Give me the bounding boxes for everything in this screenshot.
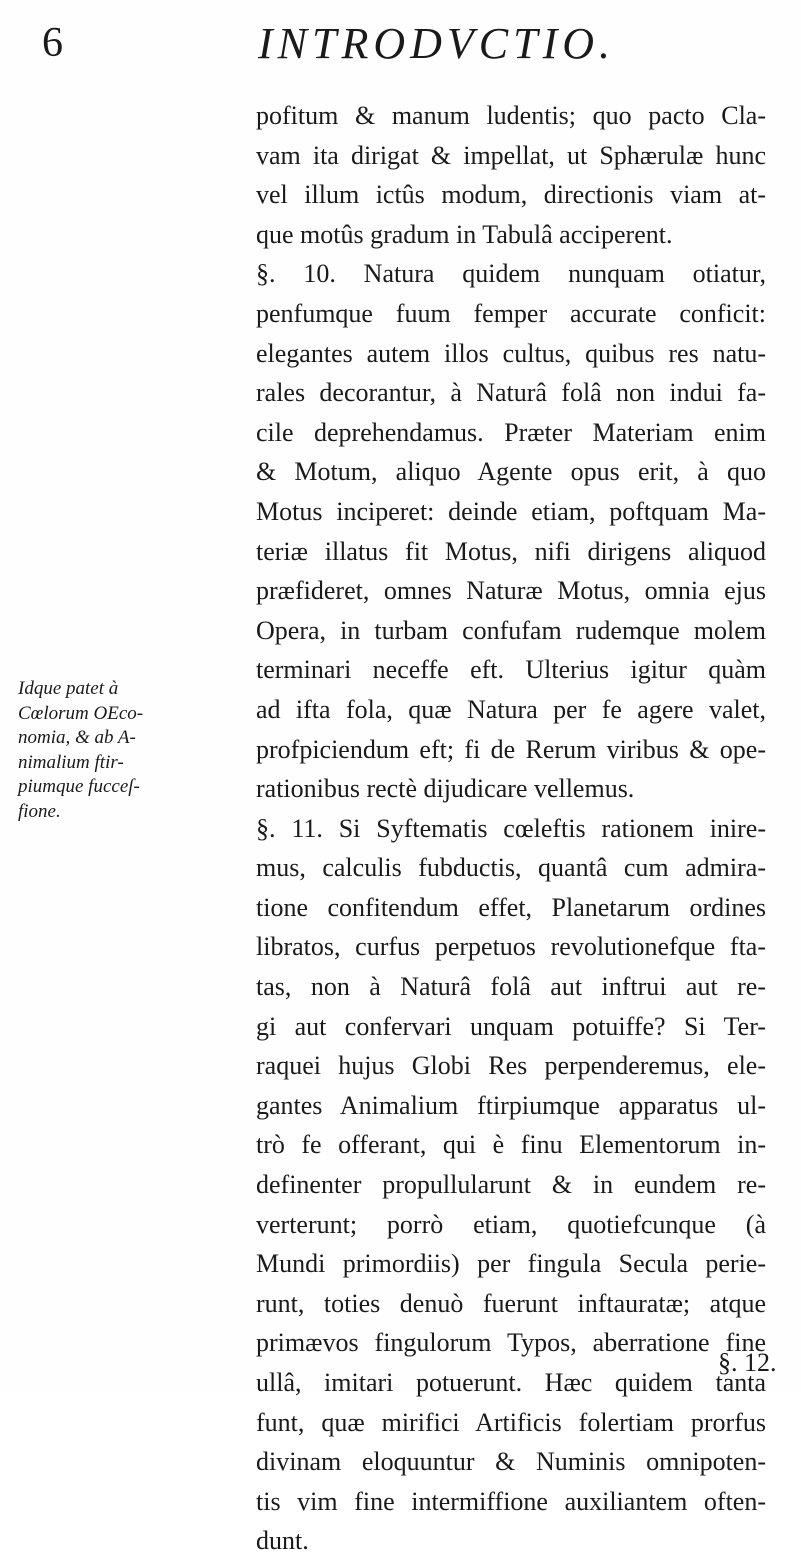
body-line: penfumque fuum femper accurate conficit: [256,298,766,328]
body-line: pofitum & manum ludentis; quo pacto Cla- [256,101,766,130]
body-line: runt, toties denuò fuerunt inftauratæ; atque [256,1288,766,1318]
body-line: terminari neceffe eft. Ulterius igitur quàm [256,655,766,685]
body-line: rales decorantur, à Naturâ folâ non indui fa- [256,378,766,408]
body-line: tione confitendum effet, Planetarum ordines [256,892,766,922]
body-line: tas, non à Naturâ folâ aut inftrui aut re- [256,972,766,1002]
body-line: mus, calculis fubductis, quantâ cum admira- [256,853,766,883]
body-line: ad ifta fola, quæ Natura per fe agere valet, [256,694,766,724]
page-number: 6 [42,20,63,66]
body-line: gantes Animalium ftirpiumque apparatus ul- [256,1090,766,1120]
body-line: Mundi primordiis) per fingula Secula perie- [256,1249,766,1279]
marginal-note-line: nomia, & ab A- [18,727,136,748]
body-line: trò fe offerant, qui è finu Elementorum in- [256,1130,766,1160]
body-line: tis vim fine intermiffione auxiliantem often- [256,1486,766,1516]
body-line: divinam eloquuntur & Numinis omnipoten- [256,1447,766,1477]
section-11-start: §. 11. Si Syftematis cœleftis rationem inire- [256,813,766,843]
body-line: cile deprehendamus. Præter Materiam enim [256,417,766,447]
body-line: elegantes autem illos cultus, quibus res natu- [256,338,766,368]
marginal-note-line: fione. [18,800,61,822]
running-head: INTRODVCTIO. [258,19,616,68]
body-line: libratos, curfus perpetuos revolutionefque fta- [256,932,766,962]
section-10-start: §. 10. Natura quidem nunquam otiatur, [256,259,766,289]
body-line: & Motum, aliquo Agente opus erit, à quo [256,457,766,487]
body-text [256,96,766,1561]
marginal-note [18,677,233,824]
body-line: profpiciendum eft; fi de Rerum viribus & ope- [256,734,766,764]
body-line: verterunt; porrò etiam, quotiefcunque (à [256,1209,766,1239]
marginal-note-line: piumque fucceſ- [18,776,140,797]
body-line: que motûs gradum in Tabulâ acciperent. [256,219,673,249]
body-line: ullâ, imitari potuerunt. Hæc quidem tanta [256,1368,766,1397]
body-line: gi aut confervari unquam potuiffe? Si Ter- [256,1011,766,1041]
body-line: vel illum ictûs modum, directionis viam at- [256,180,766,210]
body-line: Opera, in turbam confufam rudemque molem [256,615,766,645]
body-line: funt, quæ mirifici Artificis folertiam prorfus [256,1407,766,1437]
body-line: primævos fingulorum Typos, aberratione fine [256,1328,766,1358]
marginal-note-line: Idque patet à [18,678,119,699]
body-line: præfideret, omnes Naturæ Motus, omnia ejus [256,576,766,606]
body-line: rationibus rectè dijudicare vellemus. [256,774,635,804]
body-line: vam ita dirigat & impellat, ut Sphærulæ hunc [256,140,766,170]
body-line: dunt. [256,1526,309,1556]
body-line: definenter propullularunt & in eundem re- [256,1170,766,1200]
body-line: teriæ illatus fit Motus, nifi dirigens aliquod [256,536,766,566]
marginal-note-line: nimalium ftir- [18,751,124,773]
catchword: §. 12. [718,1348,777,1377]
marginal-note-line: Cœlorum OEco- [18,702,144,724]
body-line: Motus inciperet: deinde etiam, poftquam Ma- [256,496,766,526]
body-line: raquei hujus Globi Res perpenderemus, ele- [256,1051,766,1081]
